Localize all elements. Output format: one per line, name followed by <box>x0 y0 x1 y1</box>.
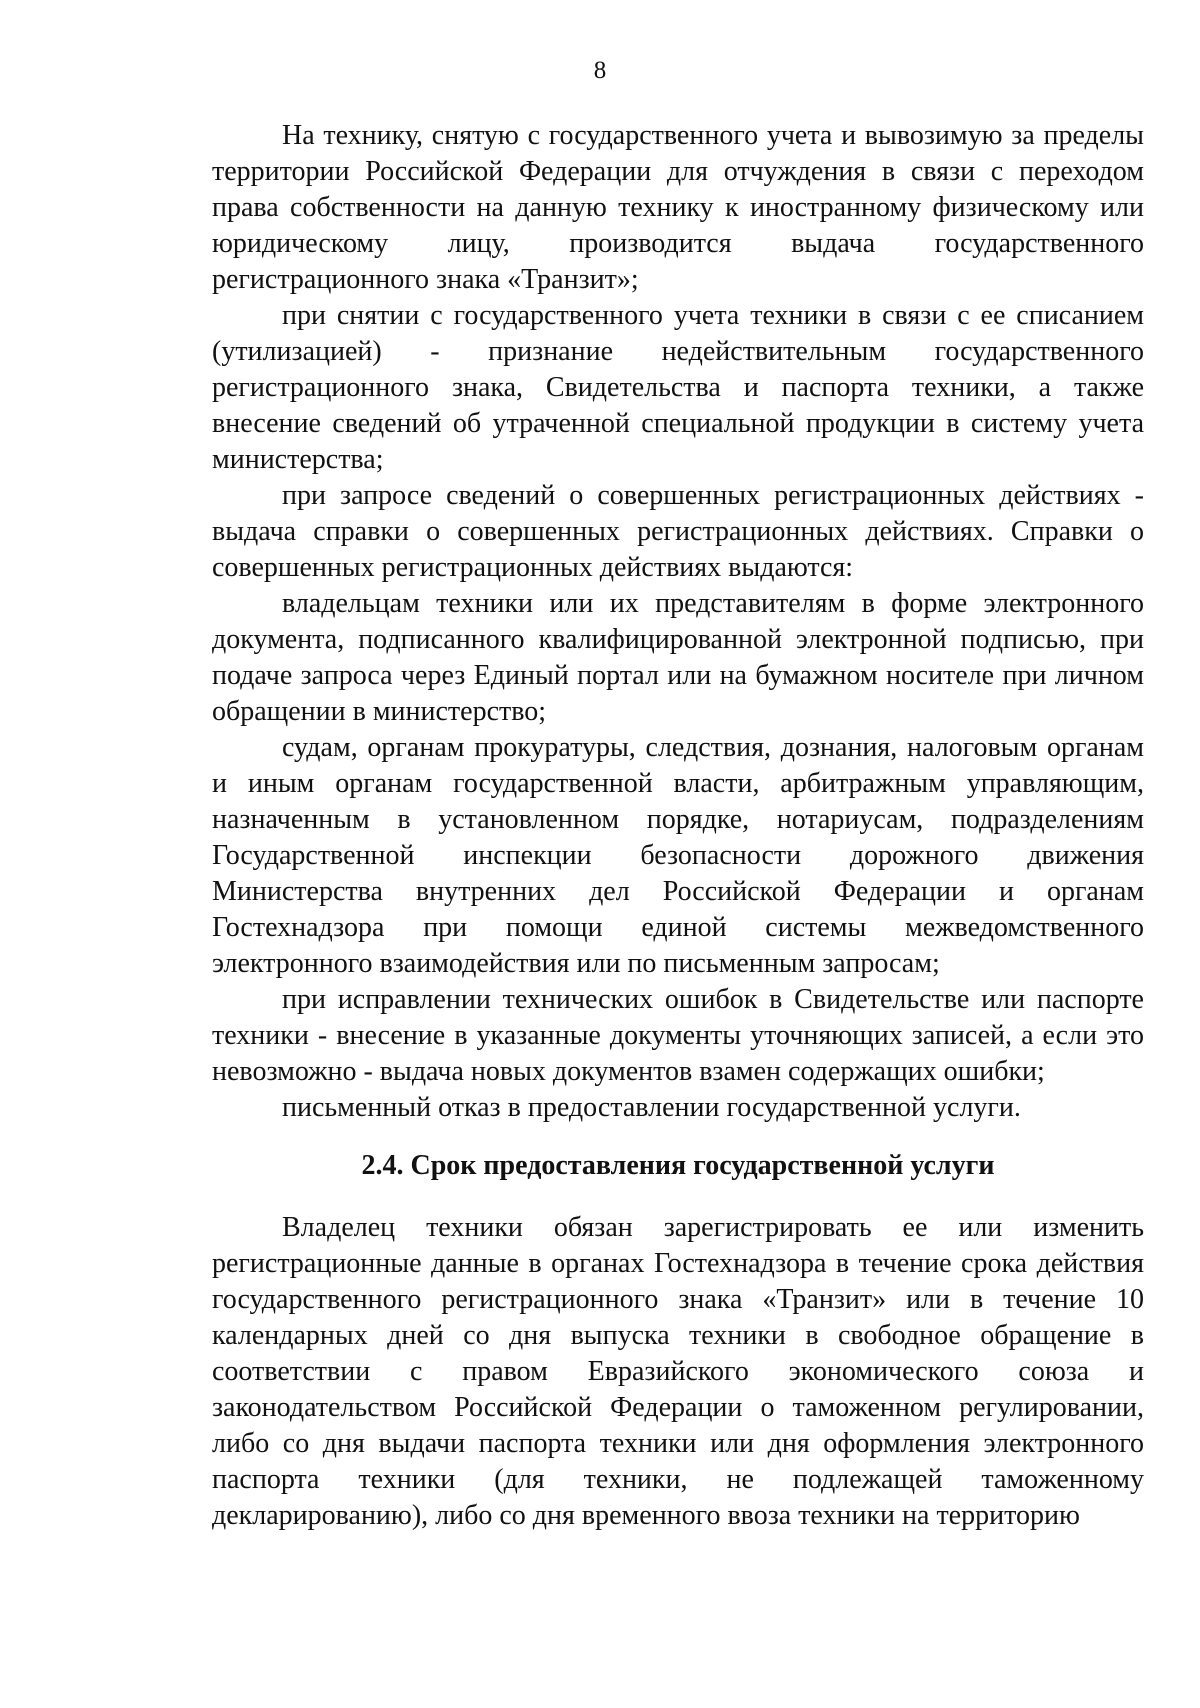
page-number: 8 <box>593 57 607 84</box>
paragraph: при запросе сведений о совершенных регистрационных действиях - выдача справки о совершенных регистрационных действиях. Справки о совершенных регистрационных действиях выдаются: <box>212 480 1144 583</box>
paragraph: владельцам техники или их представителям в форме электронного документа, подписанного квалифицированной электронной подписью, при подаче запроса через Единый портал или на бумажном носителе при личном обращении в министерство; <box>212 588 1144 727</box>
paragraph: На технику, снятую с государственного учета и вывозимую за пределы территории Российской Федерации для отчуждения в связи с переходом права собственности на данную технику к иностранному физическому или юридическому лицу, производится выдача государственного регистрационного знака «Транзит»; <box>212 120 1144 295</box>
document-body <box>212 118 1144 1534</box>
paragraph: Владелец техники обязан зарегистрировать ее или изменить регистрационные данные в органах Гостехнадзора в течение срока действия государственного регистрационного знака «Транзит» или в течение 10 календарных дней со дня выпуска техники в свободное обращение в соответствии с правом Евразийского экономического союза и законодательством Российской Федерации о таможенном регулировании, либо со дня выдачи паспорта техники или дня оформления электронного паспорта техники (для техники, не подлежащей таможенному декларированию), либо со дня временного ввоза техники на территорию <box>212 1212 1144 1531</box>
paragraph: письменный отказ в предоставлении государственной услуги. <box>282 1092 1021 1123</box>
paragraph: при снятии с государственного учета техники в связи с ее списанием (утилизацией) - признание недействительным государственного регистрационного знака, Свидетельства и паспорта техники, а также внесение сведений об утраченной специальной продукции в систему учета министерства; <box>212 300 1144 475</box>
paragraph: судам, органам прокуратуры, следствия, дознания, налоговым органам и иным органам государственной власти, арбитражным управляющим, назначенным в установленном порядке, нотариусам, подразделениям Государственной инспекции безопасности дорожного движения Министерства внутренних дел Российской Федерации и органам Гостехнадзора при помощи единой системы межведомственного электронного взаимодействия или по письменным запросам; <box>212 732 1144 979</box>
paragraph: при исправлении технических ошибок в Свидетельстве или паспорте техники - внесение в указанные документы уточняющих записей, а если это невозможно - выдача новых документов взамен содержащих ошибки; <box>212 984 1144 1087</box>
section-heading: 2.4. Срок предоставления государственной услуги <box>361 1150 995 1181</box>
